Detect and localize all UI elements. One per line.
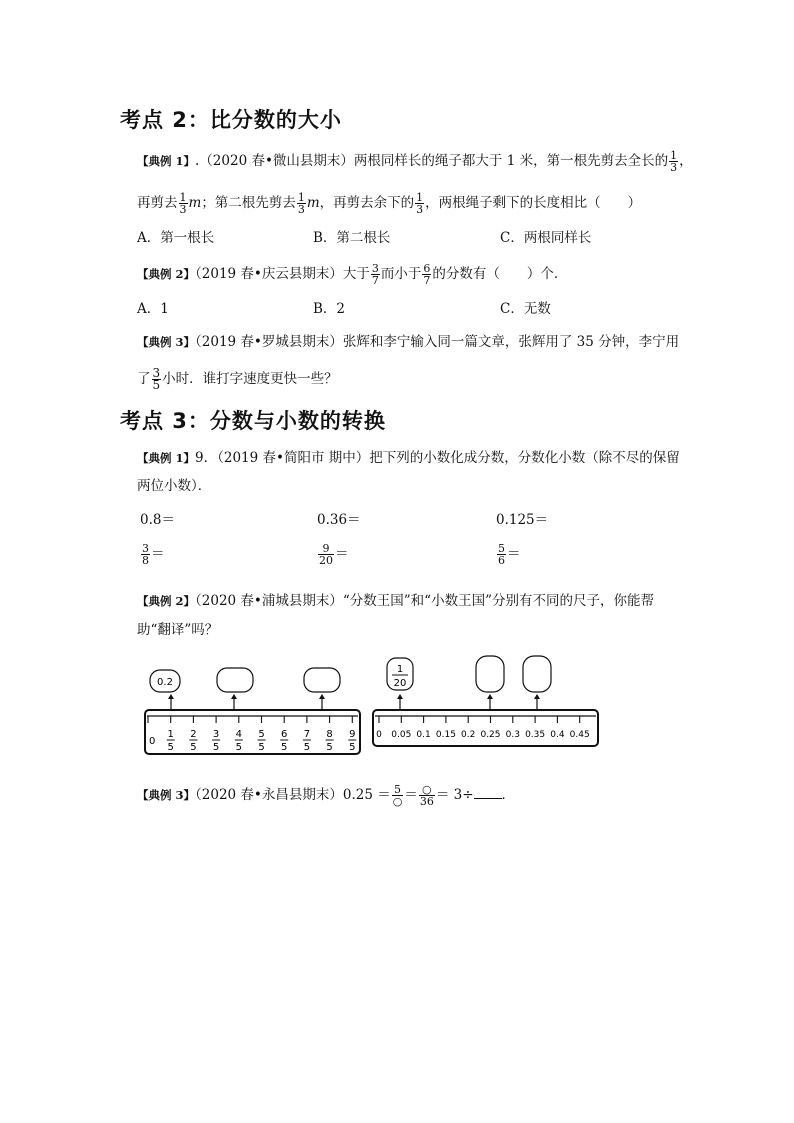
ruler-decimal-label: 0.35 <box>525 730 546 740</box>
arrow-head <box>231 694 237 699</box>
fraction: $\frac{1}{3}$ <box>297 191 305 216</box>
label-den: 5 <box>258 742 265 753</box>
s3-ex1-line1: 【典例 1】9．（2019 春•简阳市 期中）把下列的小数化成分数，分数化小数（除不尽的保留 <box>137 450 680 466</box>
fraction: ○ 36 <box>419 783 434 808</box>
ruler-decimal-label: 0.4 <box>550 730 565 740</box>
s2-ex1-line2: 再剪去 $\frac{1}{3}$ m；第二根先剪去 $\frac{1}{3}$ m，再剪去余下的 $\frac{1}{3}$ ，两根绳子剩下的长度相比（ ） <box>137 191 642 216</box>
label-num: 5 <box>258 729 265 740</box>
answer-box-empty[interactable] <box>476 656 504 692</box>
label-num: 6 <box>281 729 288 740</box>
s3-decimal-2: 0.36＝ <box>317 512 361 528</box>
s3-ex2-line2: 助“翻译”吗？ <box>137 622 219 638</box>
arrow-head <box>397 694 403 699</box>
rulers-figure <box>140 650 610 760</box>
label-den: 5 <box>303 742 311 753</box>
ruler-decimal-label: 0.05 <box>391 730 412 740</box>
s3-decimal-3: 0.125＝ <box>496 512 549 528</box>
s2-ex1-line1: 【典例 1】.（2020 春•微山县期末）两根同样长的绳子都大于 1 米，第一根先剪去全长的 $\frac{1}{3}$ ， <box>137 149 693 174</box>
answer-box-empty[interactable] <box>304 668 340 692</box>
s2-ex1-option-c: C．两根同样长 <box>500 230 592 246</box>
answer-blank[interactable] <box>474 786 502 799</box>
fraction: $\frac{3}{7}$ <box>371 262 379 287</box>
arrow-head <box>168 694 174 699</box>
s3-ex3-line: 【典例 3】（2020 春•永昌县期末）0.25 ＝ 5 ○ ＝ ○ 36 ＝ 3÷ ． <box>137 783 516 808</box>
label-num: 4 <box>235 729 242 740</box>
label-num: 1 <box>167 729 174 740</box>
ruler-decimal-label: 0.2 <box>461 730 476 740</box>
s3-ex2-line1: 【典例 2】（2020 春•浦城县期末）“分数王国”和“小数王国”分别有不同的尺子，你能帮 <box>137 593 654 609</box>
ruler-decimal-label: 0 <box>376 730 382 740</box>
ruler-zero-label: 0 <box>149 736 156 747</box>
decimal-ruler <box>373 656 598 746</box>
arrow-head <box>319 694 325 699</box>
fraction: $\frac{6}{7}$ <box>423 262 431 287</box>
answer-box-empty[interactable] <box>523 656 551 692</box>
label-den: 5 <box>167 742 174 753</box>
fraction: $\frac{3}{8}$ <box>142 542 149 567</box>
ruler-decimal-label: 0.45 <box>569 730 590 740</box>
fraction: $\frac{1}{3}$ <box>179 191 187 216</box>
arrow-head <box>487 694 493 699</box>
s2-ex1-option-b: B．第二根长 <box>313 230 391 246</box>
s2-ex2-option-c: C．无数 <box>500 301 551 317</box>
s3-fraction-3: $\frac{5}{6}$ ＝ <box>498 542 521 567</box>
fraction: $\frac{1}{3}$ <box>670 149 678 174</box>
s2-ex2-option-b: B．2 <box>313 301 346 317</box>
label-den: 5 <box>326 742 333 753</box>
label-num: 3 <box>212 729 220 740</box>
s3-fraction-1: $\frac{3}{8}$ ＝ <box>142 542 165 567</box>
box-value: 0.2 <box>157 677 173 688</box>
ruler-decimal-label: 0.25 <box>480 730 501 740</box>
ruler-decimal-label: 0.15 <box>435 730 456 740</box>
fraction: $\frac{9}{20}$ <box>319 542 333 567</box>
s2-ex3-line1: 【典例 3】（2019 春•罗城县期末）张辉和李宁输入同一篇文章，张辉用了 35 分钟，李宁用 <box>137 334 680 350</box>
s2-ex1-option-a: A．第一根长 <box>137 230 215 246</box>
s3-fraction-2: $\frac{9}{20}$ ＝ <box>319 542 349 567</box>
s3-ex1-line2: 两位小数）． <box>137 478 212 494</box>
label-den: 5 <box>190 742 197 753</box>
label-num: 7 <box>303 729 311 740</box>
label-num: 9 <box>349 729 356 740</box>
ruler-decimal-label: 0.3 <box>505 730 520 740</box>
ruler-decimal-label: 0.1 <box>416 730 431 740</box>
fraction: 5 ○ <box>392 783 403 808</box>
s2-ex2-option-a: A．1 <box>137 301 169 317</box>
s2-ex3-line2: 了 $\frac{3}{5}$ 小时．谁打字速度更快一些？ <box>137 366 338 392</box>
section2-heading: 考点 2：比分数的大小 <box>120 108 342 132</box>
label-den: 5 <box>349 742 356 753</box>
fraction-ruler <box>145 668 360 754</box>
label-num: 8 <box>326 729 333 740</box>
answer-box-empty[interactable] <box>217 668 253 692</box>
section3-heading: 考点 3：分数与小数的转换 <box>120 409 386 433</box>
fraction: $\frac{3}{5}$ <box>152 366 161 392</box>
s2-ex1-tag: 【典例 1】 <box>137 154 196 168</box>
fraction: $\frac{5}{6}$ <box>498 542 505 567</box>
box-den: 20 <box>393 678 407 689</box>
fraction: $\frac{1}{3}$ <box>416 191 424 216</box>
label-den: 5 <box>281 742 288 753</box>
arrow-head <box>534 694 540 699</box>
label-num: 2 <box>190 729 197 740</box>
box-num: 1 <box>396 664 404 675</box>
s2-ex2-line: 【典例 2】（2019 春•庆云县期末）大于 $\frac{3}{7}$ 而小于 $\frac{6}{7}$ 的分数有（ ）个． <box>137 262 568 287</box>
label-den: 5 <box>212 742 220 753</box>
s3-decimal-1: 0.8＝ <box>140 512 175 528</box>
label-den: 5 <box>235 742 242 753</box>
